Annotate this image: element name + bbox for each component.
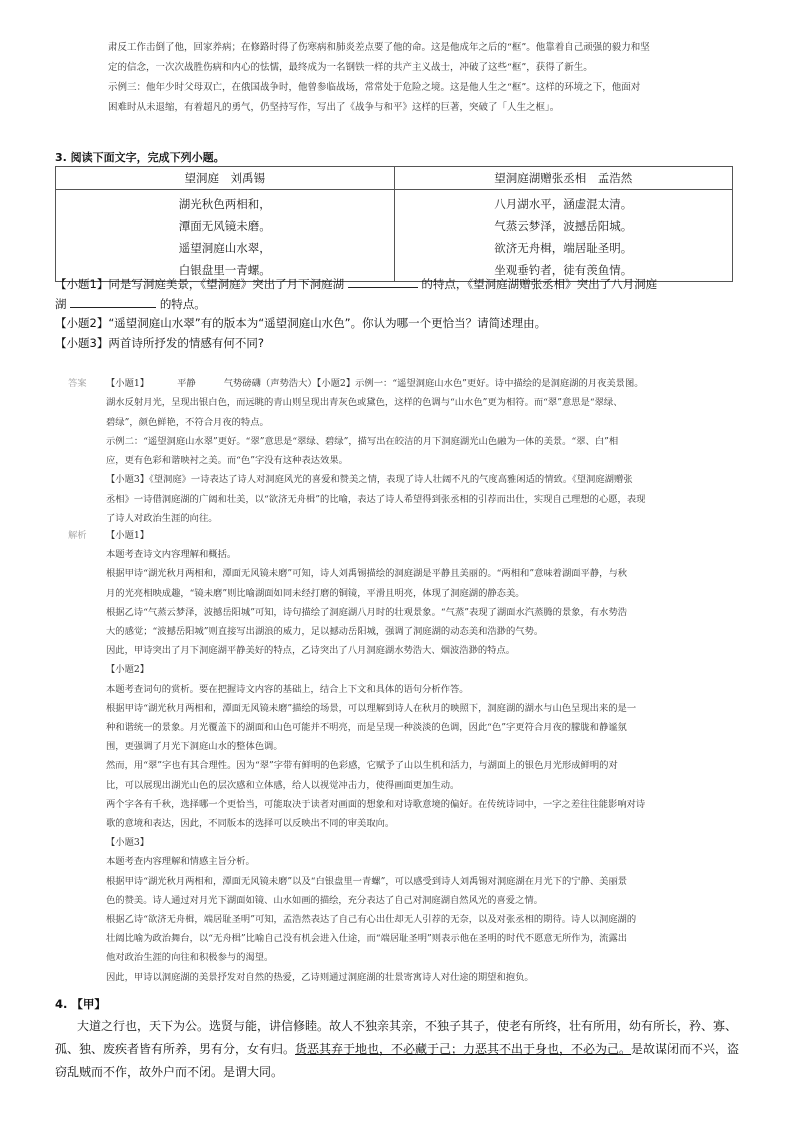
sub-question-2: 【小题2】“遥望洞庭山水翠”有的版本为“遥望洞庭山水色”。你认为哪一个更恰当？请简述理由。: [55, 316, 547, 330]
poem-line: 气蒸云梦泽，波撼岳阳城。: [494, 219, 633, 233]
analysis-line: 歌的意境和表达，因此，不同版本的选择可以反映出不同的审美取向。: [106, 818, 395, 830]
analysis-line: 他对政治生涯的向往和积极参与的渴望。: [106, 952, 274, 964]
poem-line: 湖光秋色两相和，: [178, 197, 271, 211]
answer-line: 了诗人对政治生涯的向往。: [106, 513, 218, 525]
analysis-line: 两个字各有千秋，选择哪一个更恰当，可能取决于读者对画面的想象和对诗歌意境的偏好。在传统诗词中，一字之差往往能影响对诗: [106, 798, 646, 810]
answer-line: 丞相》一诗借洞庭湖的广阔和壮美，以“欲济无舟楫”的比喻，表达了诗人希望得到张丞相的引荐而出仕，实现自己理想的心愿，表现: [106, 493, 646, 505]
text-line: 困难时从未退缩，有着超凡的勇气，仍坚持写作，写出了《战争与和平》这样的巨著，突破了「人生之框」。: [108, 102, 560, 113]
analysis-line: 月的光亮相映成趣，“镜未磨”则比喻湖面如同未经打磨的铜镜，平滑且明亮，体现了洞庭湖的静态美。: [106, 587, 525, 599]
answer-line: 【小题3】《望洞庭》一诗表达了诗人对洞庭风光的喜爱和赞美之情，表现了诗人壮阔不凡的气度高雅闲适的情致。《望洞庭湖赠张: [106, 474, 633, 486]
text-line: 定的信念，一次次战胜伤病和内心的怯懦，最终成为一名钢铁一样的共产主义战士，冲破了这些“框”，获得了新生。: [108, 62, 593, 73]
previous-answer-text: [108, 38, 740, 118]
analysis-line: 色的赞美。诗人通过对月光下湖面如镜、山水如画的描绘，充分表达了自己对洞庭湖自然风光的喜爱之情。: [106, 894, 543, 906]
analysis-line: 比，可以展现出湖光山色的层次感和立体感，给人以视觉冲击力，使得画面更加生动。: [106, 779, 460, 791]
analysis-line: 【小题3】: [106, 837, 150, 849]
sub-question-1: 【小题1】同是写洞庭美景，《望洞庭》突出了月下洞庭湖 的特点，《望洞庭湖赠张丞相》突出了八月洞庭: [55, 277, 658, 291]
analysis-line: 围，更强调了月光下洞庭山水的整体色调。: [106, 741, 283, 753]
analysis-line: 因此，甲诗以洞庭湖的美景抒发对自然的热爱，乙诗则通过洞庭湖的壮景寄寓诗人对仕途的期望和抱负。: [106, 971, 534, 983]
underlined-sentence: 货恶其弃于地也，不必藏于己；力恶其不出于身也，不必为己。: [295, 1042, 632, 1056]
answer-line: 湖水反射月光，呈现出银白色，而远眺的青山则呈现出青灰色或黛色，这样的色调与“山水色”更为相符。而“翠”意思是“翠绿、: [106, 397, 623, 409]
analysis-line: 大的感觉；“波撼岳阳城”则直接写出湖浪的威力，足以撼动岳阳城，强调了洞庭湖的动态美和浩渺的气势。: [106, 626, 544, 638]
sub-question-3: 【小题3】两首诗所抒发的情感有何不同?: [55, 335, 264, 350]
analysis-line: 因此，甲诗突出了月下洞庭湖平静美好的特点，乙诗突出了八月洞庭湖水势浩大、烟波浩渺的特点。: [106, 645, 516, 657]
poem-line: 白银盘里一青螺。: [178, 263, 271, 277]
analysis-line: 本题考查诗文内容理解和概括。: [106, 549, 237, 561]
analysis-line: 根据甲诗“湖光秋月两相和，潭面无风镜未磨”描绘的场景，可以理解到诗人在秋月的映照下，洞庭湖的湖水与山色呈现出来的是一: [106, 702, 637, 714]
poem-line: 潭面无风镜未磨。: [178, 219, 271, 233]
answer-blank[interactable]: [348, 276, 418, 288]
answer-label: 答案: [68, 378, 87, 389]
text-line: 肃反工作击倒了他，回家养病；在修路时得了伤寒病和肺炎差点要了他的命。这是他成年之后的“框”。他靠着自己顽强的毅力和坚: [108, 42, 650, 53]
text-line: 示例三：他年少时父母双亡，在俄国战争时，他曾参临战场，常常处于危险之境。这是他人生之“框”。这样的环境之下，他面对: [108, 82, 641, 93]
analysis-label: 解析: [68, 530, 87, 541]
analysis-line: 然而，用“翠”字也有其合理性。因为“翠”字带有鲜明的色彩感，它赋予了山以生机和活力，与湖面上的银色月光形成鲜明的对: [106, 760, 618, 772]
answer-line: 示例二：“遥望洞庭山水翠”更好。“翠”意思是“翠绿、碧绿”，描写出在皎洁的月下洞庭湖光山色融为一体的美景。“翠、白”相: [106, 435, 619, 447]
question-4-title: 4. 【甲】: [55, 997, 106, 1011]
poem-1-title: 望洞庭 刘禹锡: [56, 167, 395, 190]
passage-line: 窃乱贼而不作，故外户而不闭。是谓大同。: [55, 1065, 284, 1079]
analysis-line: 根据甲诗“湖光秋月两相和，潭面无风镜未磨”可知，诗人刘禹锡描绘的洞庭湖是平静且美丽的。“两相和”意味着湖面平静，与秋: [106, 568, 628, 580]
analysis-line: 【小题2】: [106, 664, 150, 676]
analysis-line: 根据乙诗“气蒸云梦泽，波撼岳阳城”可知，诗句描绘了洞庭湖八月时的壮观景象。“气蒸”表现了湖面水汽蒸腾的景象，有水势浩: [106, 606, 628, 618]
analysis-line: 壮阔比喻为政治舞台，以“无舟楫”比喻自己没有机会进入仕途，而“端居耻圣明”则表示他在圣明的时代不愿意无所作为，流露出: [106, 933, 628, 945]
poem-1-body: [56, 190, 395, 282]
answer-line: 碧绿”，颜色鲜艳，不符合月夜的特点。: [106, 416, 269, 428]
answer-line: 【小题1】 平静 气势磅礴（声势浩大）【小题2】示例一：“遥望洞庭山水色”更好。诗中描绘的是洞庭湖的月夜美景图。: [106, 378, 644, 389]
answer-line: 应，更有色彩和谐映衬之美。而“色”字没有这种表达效果。: [106, 455, 348, 467]
sub-question-1-cont: 湖 的特点。: [55, 296, 206, 311]
passage-line: 孤、独、废疾者皆有所养，男有分，女有归。货恶其弃于地也，不必藏于己；力恶其不出于身也，不必为己。是故谋闭而不兴，盗: [55, 1042, 740, 1056]
poem-2-body: [394, 190, 733, 282]
analysis-line: 【小题1】: [106, 530, 150, 541]
poem-line: 八月湖水平，涵虚混太清。: [494, 197, 633, 211]
passage-line: 大道之行也，天下为公。选贤与能，讲信修睦。故人不独亲其亲，不独子其子，使老有所终，壮有所用，幼有所长，矜、寡、: [77, 1019, 738, 1033]
poem-table: [55, 166, 733, 282]
analysis-line: 根据甲诗“湖光秋月两相和，潭面无风镜未磨”以及“白银盘里一青螺”，可以感受到诗人刘禹锡对洞庭湖在月光下的宁静、美丽景: [106, 875, 628, 887]
poem-2-title: 望洞庭湖赠张丞相 孟浩然: [394, 167, 733, 190]
answer-section: [68, 374, 738, 528]
question-3-title: 3. 阅读下面文字，完成下列小题。: [55, 151, 225, 164]
analysis-line: 本题考查内容理解和情感主旨分析。: [106, 856, 255, 868]
poem-line: 坐观垂钓者，徒有羡鱼情。: [494, 263, 633, 277]
question-4-passage: [55, 1015, 745, 1084]
analysis-line: 本题考查词句的赏析。要在把握诗文内容的基础上，结合上下文和具体的语句分析作答。: [106, 683, 469, 695]
sub-questions: [55, 275, 740, 353]
analysis-section: [68, 526, 738, 987]
poem-line: 遥望洞庭山水翠，: [178, 241, 271, 255]
poem-line: 欲济无舟楫，端居耻圣明。: [494, 241, 633, 255]
analysis-line: 根据乙诗“欲济无舟楫，端居耻圣明”可知，孟浩然表达了自己有心出仕却无人引荐的无奈，以及对张丞相的期待。诗人以洞庭湖的: [106, 914, 637, 926]
analysis-line: 种和谐统一的景象。月光覆盖下的湖面和山色可能并不明亮，而是呈现一种淡淡的色调，因此“色”字更符合月夜的朦胧和静谧氛: [106, 722, 627, 734]
answer-blank[interactable]: [70, 296, 156, 308]
